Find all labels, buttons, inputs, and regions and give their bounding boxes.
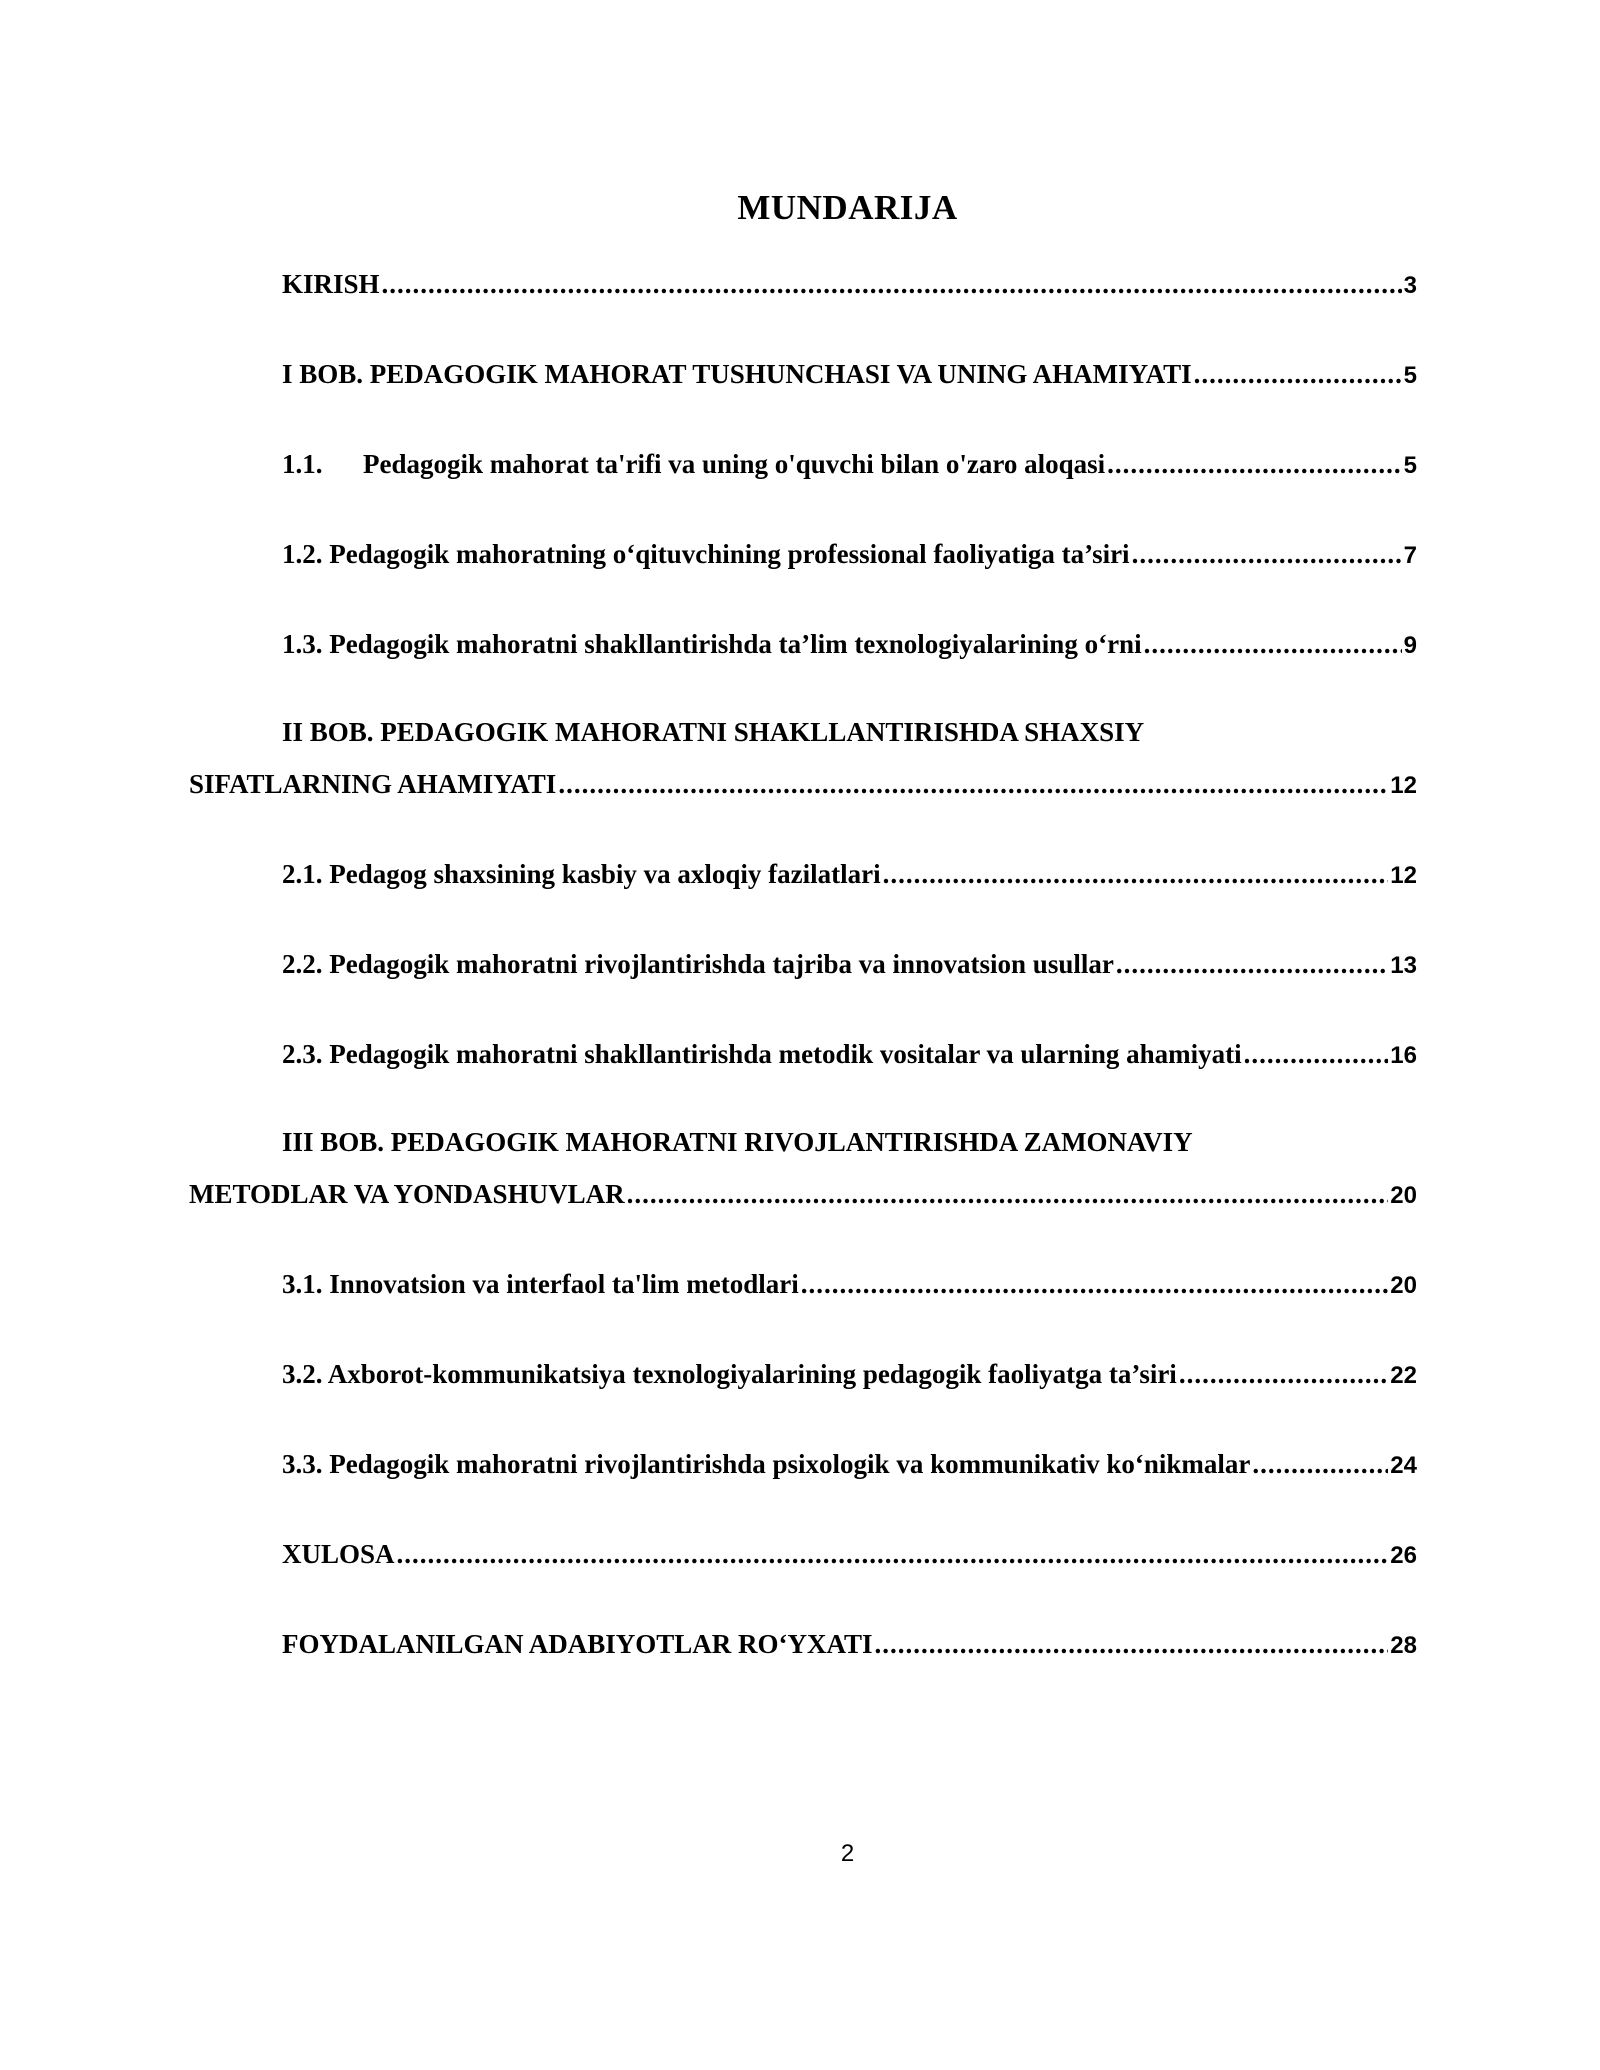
toc-entry-label	[282, 446, 1105, 482]
toc-entry-label: METODLAR VA YONDASHUVLAR	[189, 1179, 625, 1209]
toc-page-number: 5	[1403, 452, 1417, 479]
toc-entry-label: KIRISH	[282, 269, 380, 299]
toc-entry-3-1[interactable]	[282, 1266, 1417, 1302]
dot-leader	[627, 1176, 1389, 1212]
toc-entry-label: 2.2. Pedagogik mahoratni rivojlantirishda tajriba va innovatsion usullar	[282, 949, 1114, 979]
toc-page-number: 5	[1403, 362, 1417, 389]
dot-leader	[1107, 446, 1402, 482]
toc-entry-label: XULOSA	[282, 1539, 395, 1569]
dot-leader	[397, 1536, 1389, 1572]
dot-leader	[1116, 946, 1388, 982]
toc-entry-2-2[interactable]	[282, 946, 1417, 982]
toc-entry-bob2[interactable]	[189, 766, 1417, 802]
toc-page-number: 28	[1390, 1632, 1417, 1659]
dot-leader	[558, 766, 1388, 802]
dot-leader	[382, 266, 1402, 302]
toc-entry-1-2[interactable]	[282, 536, 1417, 572]
toc-page-number: 12	[1390, 862, 1417, 889]
toc-page-number: 24	[1390, 1452, 1417, 1479]
toc-entry-1-3[interactable]	[282, 626, 1417, 662]
toc-page-number: 13	[1390, 952, 1417, 979]
toc-page-number: 26	[1390, 1542, 1417, 1569]
dot-leader	[1179, 1356, 1388, 1392]
toc-page-number: 16	[1390, 1042, 1417, 1069]
toc-entry-label: FOYDALANILGAN ADABIYOTLAR RO‘YXATI	[282, 1629, 873, 1659]
toc-section-number: 1.1.	[282, 449, 323, 479]
toc-entry-bob3-line1[interactable]: III BOB. PEDAGOGIK MAHORATNI RIVOJLANTIRISHDA ZAMONAVIY	[282, 1127, 1193, 1157]
toc-entry-label: 1.3. Pedagogik mahoratni shakllantirishda ta’lim texnologiyalarining o‘rni	[282, 629, 1142, 659]
dot-leader	[1132, 536, 1402, 572]
toc-entry-1-1[interactable]	[282, 446, 1417, 482]
toc-entry-adabiyotlar[interactable]	[282, 1626, 1417, 1662]
dot-leader	[1194, 356, 1402, 392]
page-title: MUNDARIJA	[737, 188, 958, 227]
toc-page-number: 7	[1403, 542, 1417, 569]
toc-entry-3-3[interactable]	[282, 1446, 1417, 1482]
toc-entry-bob3[interactable]	[189, 1176, 1417, 1212]
dot-leader	[875, 1626, 1389, 1662]
page-number: 2	[840, 1840, 855, 1867]
toc-entry-label: SIFATLARNING AHAMIYATI	[189, 769, 557, 799]
dot-leader	[1244, 1036, 1389, 1072]
toc-page-number: 12	[1390, 772, 1417, 799]
toc-entry-label: I BOB. PEDAGOGIK MAHORAT TUSHUNCHASI VA UNING AHAMIYATI	[282, 359, 1192, 389]
toc-entry-2-1[interactable]	[282, 856, 1417, 892]
toc-entry-label: 3.2. Axborot-kommunikatsiya texnologiyalarining pedagogik faoliyatga ta’siri	[282, 1359, 1177, 1389]
toc-page-number: 20	[1390, 1272, 1417, 1299]
toc-entry-label: 3.3. Pedagogik mahoratni rivojlantirishda psixologik va kommunikativ ko‘nikmalar	[282, 1449, 1251, 1479]
dot-leader	[883, 856, 1389, 892]
toc-entry-bob2-line1[interactable]: II BOB. PEDAGOGIK MAHORATNI SHAKLLANTIRISHDA SHAXSIY	[282, 717, 1145, 747]
toc-section-title: Pedagogik mahorat ta'rifi va uning o'quvchi bilan o'zaro aloqasi	[363, 449, 1106, 479]
toc-page-number: 3	[1403, 272, 1417, 299]
toc-page-number: 20	[1390, 1182, 1417, 1209]
toc-entry-bob1[interactable]	[282, 356, 1417, 392]
toc-entry-label: 1.2. Pedagogik mahoratning o‘qituvchining professional faoliyatiga ta’siri	[282, 539, 1130, 569]
toc-page-number: 9	[1403, 632, 1417, 659]
toc-entry-2-3[interactable]	[282, 1036, 1417, 1072]
toc-page-number: 22	[1390, 1362, 1417, 1389]
toc-entry-label: 2.1. Pedagog shaxsining kasbiy va axloqiy fazilatlari	[282, 859, 881, 889]
dot-leader	[1144, 626, 1402, 662]
toc-entry-3-2[interactable]	[282, 1356, 1417, 1392]
dot-leader	[801, 1266, 1389, 1302]
toc-entry-label: 3.1. Innovatsion va interfaol ta'lim metodlari	[282, 1269, 799, 1299]
toc-entry-xulosa[interactable]	[282, 1536, 1417, 1572]
toc-entry-kirish[interactable]	[282, 266, 1417, 302]
toc-entry-label: 2.3. Pedagogik mahoratni shakllantirishda metodik vositalar va ularning ahamiyati	[282, 1039, 1242, 1069]
dot-leader	[1252, 1446, 1388, 1482]
